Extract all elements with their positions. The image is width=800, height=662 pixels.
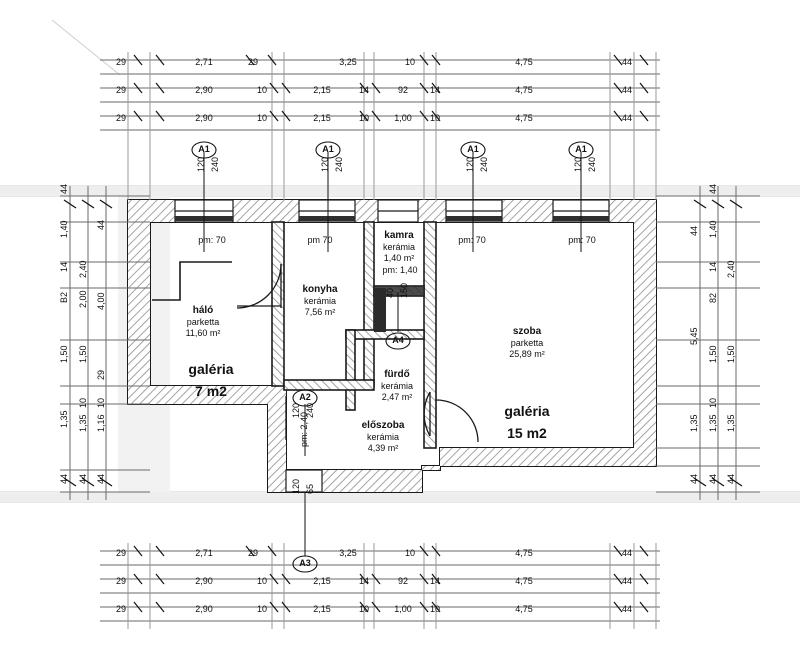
right-dimension-label: 44 (726, 473, 736, 484)
bottom-dimension-label: 10 (404, 548, 416, 558)
opening-dim-height: 65 (305, 483, 315, 494)
right-dimension-label: 1,40 (708, 220, 718, 238)
room-floor: kerámia (382, 242, 416, 252)
top-dimension-label: 10 (256, 85, 268, 95)
gallery-label: galéria (188, 361, 234, 377)
left-dimension-label: 44 (78, 473, 88, 484)
right-dimension-label: 10 (708, 397, 718, 408)
room-floor: parketta (510, 338, 544, 348)
right-dimension-label: 1,35 (708, 414, 718, 432)
left-dimension-label: 1,35 (78, 414, 88, 432)
bottom-dimension-label: 44 (621, 576, 633, 586)
opening-dim-height: 240 (334, 156, 344, 172)
opening-dim-width: 120 (291, 402, 301, 418)
gallery-area: 7 m2 (195, 383, 227, 399)
top-dimension-label: 10 (429, 113, 441, 123)
bottom-dimension-label: 14 (358, 576, 370, 586)
left-dimension-label: 14 (59, 261, 69, 272)
opening-dim-height: 240 (305, 402, 315, 418)
bottom-dimension-label: 92 (397, 576, 409, 586)
left-dimension-label: 1,50 (59, 345, 69, 363)
left-dimension-label: 4,00 (96, 292, 106, 310)
bottom-dimension-label: 10 (358, 604, 370, 614)
room-floor: kerámia (303, 296, 337, 306)
top-dimension-label: 29 (115, 113, 127, 123)
top-dimension-label: 29 (115, 57, 127, 67)
parapet-label: pm: 70 (568, 235, 596, 245)
top-dimension-label: 2,15 (313, 113, 331, 123)
top-dimension-label: 2,15 (313, 85, 331, 95)
top-dimension-label: 14 (429, 85, 441, 95)
left-dimension-label: 29 (96, 369, 106, 380)
left-dimension-label: 2,00 (78, 290, 88, 308)
room-area: 4,39 m² (367, 443, 399, 453)
bottom-dimension-label: 2,15 (313, 604, 331, 614)
right-dimension-label: 5,45 (689, 327, 699, 345)
left-dimension-label: 44 (96, 473, 106, 484)
opening-dim-width: 120 (465, 156, 475, 172)
opening-dim-width: 120 (573, 156, 583, 172)
bottom-dimension-label: 44 (621, 604, 633, 614)
left-dimension-label: 1,35 (59, 410, 69, 428)
room-area: 1,40 m² (383, 253, 415, 263)
room-name: háló (192, 305, 214, 316)
left-dimension-label: 2,40 (78, 260, 88, 278)
top-dimension-label: 2,90 (195, 113, 213, 123)
bottom-dimension-label: 29 (115, 548, 127, 558)
right-dimension-label: 44 (689, 473, 699, 484)
door-mark: A3 (299, 558, 311, 568)
bottom-dimension-label: 2,90 (195, 576, 213, 586)
top-dimension-label: 2,71 (195, 57, 213, 67)
top-dimension-label: 14 (358, 85, 370, 95)
door-mark: A4 (392, 335, 404, 345)
bottom-dimension-label: 2,71 (195, 548, 213, 558)
right-dimension-label: 2,40 (726, 260, 736, 278)
right-dimension-label: 44 (689, 225, 699, 236)
room-name: szoba (512, 326, 542, 337)
left-dimension-label: B2 (59, 291, 69, 303)
right-dimension-label: 1,50 (726, 345, 736, 363)
right-dimension-label: 1,35 (689, 414, 699, 432)
room-name: konyha (302, 284, 338, 295)
room-area: 2,47 m² (381, 392, 413, 402)
bottom-dimension-label: 14 (429, 576, 441, 586)
bottom-dimension-label: 10 (429, 604, 441, 614)
bottom-dimension-label: 2,15 (313, 576, 331, 586)
left-dimension-label: 10 (78, 397, 88, 408)
opening-dim-height: 240 (479, 156, 489, 172)
room-area: 11,60 m² (185, 328, 221, 338)
top-dimension-label: 4,75 (515, 113, 533, 123)
parapet-label: pm: 70 (458, 235, 486, 245)
top-dimension-label: 29 (115, 85, 127, 95)
room-floor: kerámia (366, 432, 400, 442)
parapet-label: pm: 2,40 (299, 411, 309, 447)
window-mark: A1 (198, 144, 210, 154)
right-dimension-label: 14 (708, 261, 718, 272)
gallery-area: 15 m2 (507, 425, 547, 441)
left-dimension-label: 44 (59, 473, 69, 484)
top-dimension-label: 10 (404, 57, 416, 67)
bottom-dimension-label: 1,00 (394, 604, 412, 614)
window-mark: A1 (575, 144, 587, 154)
room-floor: kerámia (380, 381, 414, 391)
opening-dim-width: 40 (385, 287, 395, 298)
left-dimension-label: 44 (59, 183, 69, 194)
top-dimension-label: 44 (621, 85, 633, 95)
room-floor: parketta (186, 317, 220, 327)
top-dimension-label: 3,25 (339, 57, 357, 67)
top-dimension-label: 10 (358, 113, 370, 123)
opening-dim-width: 120 (320, 156, 330, 172)
bottom-dimension-label: 10 (256, 576, 268, 586)
door-mark: A2 (299, 392, 311, 402)
room-area: 7,56 m² (304, 307, 336, 317)
top-dimension-label: 29 (247, 57, 259, 67)
window-mark: A1 (467, 144, 479, 154)
left-dimension-label: 10 (96, 397, 106, 408)
top-dimension-label: 1,00 (394, 113, 412, 123)
right-dimension-label: 1,50 (708, 345, 718, 363)
parapet-label: pm 70 (307, 235, 333, 245)
parapet-label: pm: 70 (198, 235, 226, 245)
window-mark: A1 (322, 144, 334, 154)
opening-dim-width: 120 (291, 478, 301, 494)
bottom-dimension-label: 29 (115, 576, 127, 586)
bottom-dimension-label: 29 (115, 604, 127, 614)
bottom-dimension-label: 10 (256, 604, 268, 614)
left-dimension-label: 1,40 (59, 220, 69, 238)
bottom-dimension-label: 3,25 (339, 548, 357, 558)
top-dimension-label: 44 (621, 113, 633, 123)
right-dimension-label: 44 (708, 183, 718, 194)
bottom-dimension-label: 44 (621, 548, 633, 558)
bottom-dimension-label: 4,75 (515, 604, 533, 614)
room-name: előszoba (361, 420, 405, 431)
opening-dim-height: 150 (399, 282, 409, 298)
bottom-dimension-label: 29 (247, 548, 259, 558)
parapet-label: pm: 1,40 (382, 265, 418, 275)
top-dimension-label: 10 (256, 113, 268, 123)
top-dimension-label: 4,75 (515, 57, 533, 67)
right-dimension-label: 1,35 (726, 414, 736, 432)
top-dimension-label: 92 (397, 85, 409, 95)
top-dimension-label: 4,75 (515, 85, 533, 95)
opening-dim-width: 120 (196, 156, 206, 172)
right-dimension-label: 82 (708, 292, 718, 303)
bottom-dimension-label: 2,90 (195, 604, 213, 614)
room-name: fürdő (384, 369, 410, 380)
right-dimension-label: 44 (708, 473, 718, 484)
room-name: kamra (384, 230, 414, 241)
gallery-label: galéria (504, 403, 550, 419)
left-dimension-label: 1,16 (96, 414, 106, 432)
opening-dim-height: 240 (210, 156, 220, 172)
left-dimension-label: 44 (96, 219, 106, 230)
opening-dim-height: 240 (587, 156, 597, 172)
room-area: 25,89 m² (509, 349, 545, 359)
left-dimension-label: 1,50 (78, 345, 88, 363)
top-dimension-label: 2,90 (195, 85, 213, 95)
bottom-dimension-label: 4,75 (515, 548, 533, 558)
top-dimension-label: 44 (621, 57, 633, 67)
bottom-dimension-label: 4,75 (515, 576, 533, 586)
